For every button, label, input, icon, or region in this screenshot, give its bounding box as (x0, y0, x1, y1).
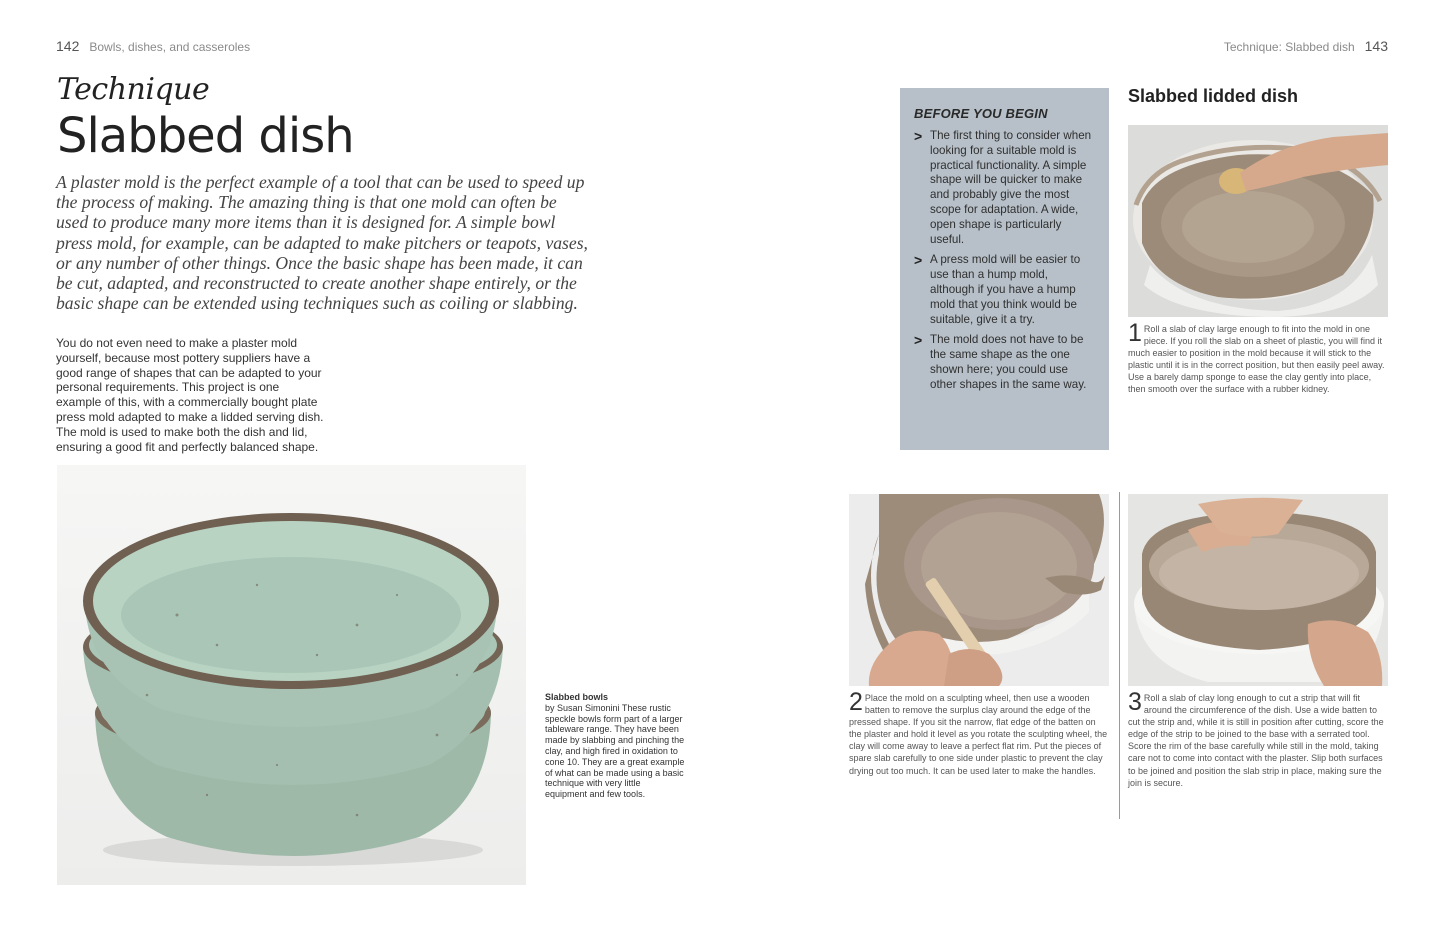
step-number: 2 (849, 688, 863, 716)
tip-text: The first thing to consider when looking for a suitable mold is practical functionality. A simple shape will be quicker to make and probably give the most scope for adaptation. A wide, open shape is particularly useful. (930, 129, 1092, 246)
step-1 (1128, 319, 1388, 396)
chevron-right-icon: > (914, 128, 923, 144)
step-3 (1128, 688, 1388, 789)
chevron-right-icon: > (914, 332, 923, 349)
tip-item (914, 333, 1095, 392)
before-you-begin-heading: BEFORE YOU BEGIN (914, 106, 1048, 121)
column-divider (1119, 492, 1120, 819)
tip-item (914, 129, 1095, 247)
tip-item (914, 253, 1095, 327)
step-2-photo (849, 494, 1109, 686)
technique-kicker: Technique (57, 72, 210, 107)
body-paragraph: You do not even need to make a plaster mold yourself, because most pottery suppliers have a good range of shapes that can be adapted to your personal requirements. This project is one example of this, with a commercially bought plate press mold adapted to make a lidded serving dish. The mold is used to make both the dish and lid, ensuring a good fit and perfectly balanced shape. (56, 336, 324, 454)
section-name-left: Bowls, dishes, and casseroles (89, 40, 251, 54)
running-head-left (56, 38, 250, 54)
step-number: 3 (1128, 688, 1142, 716)
section-name-right: Technique: Slabbed dish (1223, 40, 1355, 54)
slabbed-bowls-photo (57, 465, 526, 885)
page-title: Slabbed dish (57, 108, 354, 164)
step-text: Roll a slab of clay long enough to cut a strip that will fit around the circumference of the dish. Use a wide batten to cut the strip and, while it is still in position after cutting, score the edge of the strip to be joined to the base with a serrated tool. Score the rim of the base carefully while still in the mold, taking care not to come into contact with the plaster. Slip both surfaces to be joined and position the slab strip in place, making sure the join is secure. (1128, 693, 1384, 788)
tip-text: A press mold will be easier to use than a hump mold, although if you have a hump mold that you think would be suitable, give it a try. (930, 253, 1081, 326)
page-number-right: 143 (1364, 38, 1388, 54)
before-you-begin-box (900, 88, 1109, 450)
step-text: Place the mold on a sculpting wheel, then use a wooden batten to remove the surplus clay around the edge of the pressed shape. If you sit the narrow, flat edge of the batten on the plaster and hold it level as you rotate the sculpting wheel, the clay will come away to leave a perfect flat rim. Put the pieces of spare slab carefully to one side under plastic to prevent the clay drying out too much. It can be used later to make the handles. (849, 693, 1108, 776)
step-1-photo (1128, 125, 1388, 317)
step-3-photo (1128, 494, 1388, 686)
chevron-right-icon: > (914, 252, 923, 269)
step-2 (849, 688, 1109, 777)
page-number-left: 142 (56, 38, 80, 54)
section-subheading: Slabbed lidded dish (1128, 86, 1299, 106)
step-text: Roll a slab of clay large enough to fit into the mold in one piece. If you roll the slab on a sheet of plastic, you will find it much easier to position in the mold because it will stick to the plastic until it is in the correct position, but then easily peel away. Use a barely damp sponge to ease the clay gently into place, then smooth over the surface with a rubber kidney. (1128, 324, 1385, 395)
photo-caption (545, 692, 685, 800)
caption-title: Slabbed bowls (545, 692, 609, 702)
running-head-right (1224, 38, 1388, 54)
caption-text: by Susan Simonini These rustic speckle bowls form part of a larger tableware range. They have been made by slabbing and pinching the clay, and high fired in oxidation to cone 10. They are a great example of what can be made using a basic technique with very little equipment and few tools. (545, 702, 685, 800)
step-number: 1 (1128, 319, 1142, 347)
intro-paragraph: A plaster mold is the perfect example of a tool that can be used to speed up the process of making. The amazing thing is that one mold can often be used to produce many more items than it is designed for. A simple bowl press mold, for example, can be adapted to make pitchers or teapots, vases, or any number of other things. Once the basic shape has been made, it can be cut, adapted, and reconstructed to create another shape entirely, or the basic shape can be extended using techniques such as coiling or slabbing. (56, 172, 588, 314)
tip-text: The mold does not have to be the same shape as the one shown here; you could use other shapes in the same way. (930, 333, 1087, 391)
